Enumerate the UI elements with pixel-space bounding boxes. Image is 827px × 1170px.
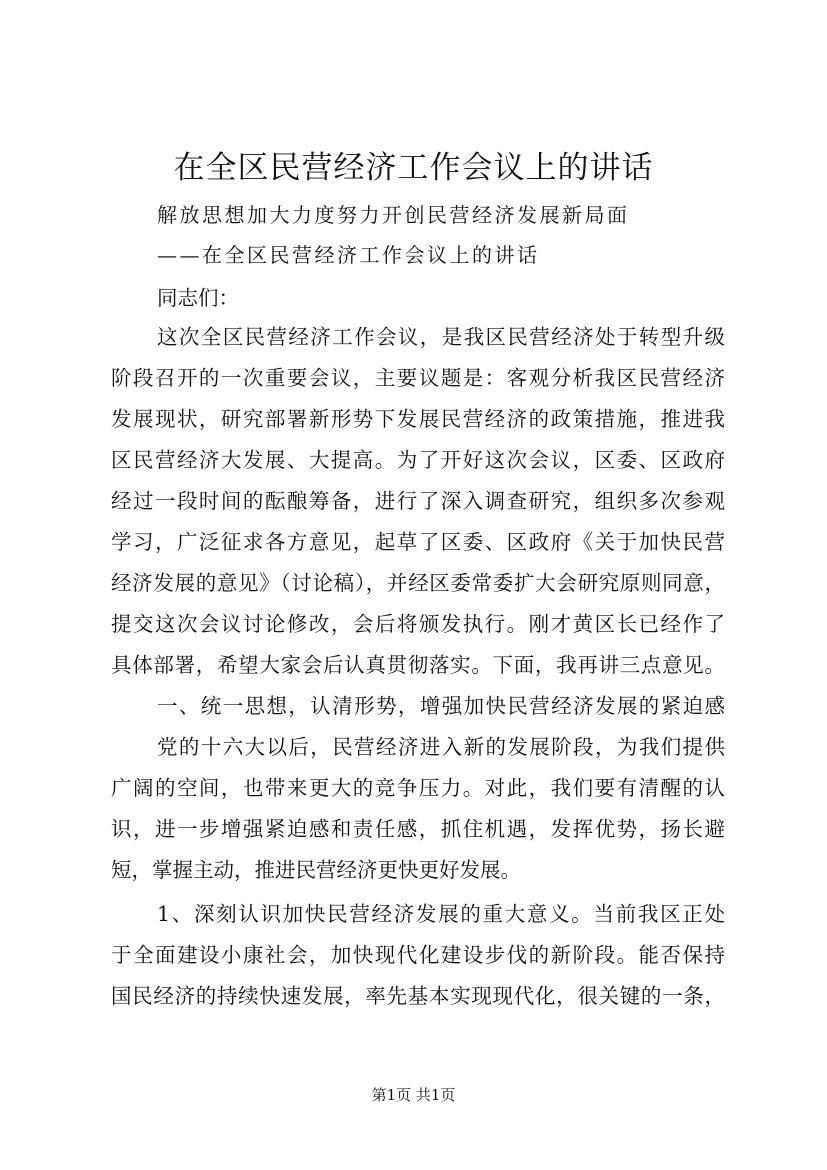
paragraph-line: 短，掌握主动，推进民营经济更快更好发展。 [111,858,521,882]
paragraph-line: 发展现状，研究部署新形势下发展民营经济的政策措施，推进我 [111,407,725,431]
paragraph-line: 识，进一步增强紧迫感和责任感，抓住机遇，发挥优势，扬长避 [111,817,725,841]
paragraph-line: 1、深刻认识加快民营经济发展的重大意义。当前我区正处 [157,902,725,926]
paragraph-line: 学习，广泛征求各方意见，起草了区委、区政府《关于加快民营 [111,530,725,554]
paragraph-line: 广阔的空间，也带来更大的竞争压力。对此，我们要有清醒的认 [111,776,725,800]
subtitle-secondary: ——在全区民营经济工作会议上的讲话 [157,243,540,267]
paragraph-line: 经济发展的意见》（讨论稿），并经区委常委扩大会研究原则同意， [111,571,725,595]
paragraph-line: 国民经济的持续快速发展，率先基本实现现代化，很关键的一条， [111,984,725,1008]
greeting: 同志们： [157,286,239,310]
page-number-footer: 第1页 共1页 [371,1086,456,1104]
paragraph-line: 具体部署，希望大家会后认真贯彻落实。下面，我再讲三点意见。 [111,653,725,677]
paragraph-line: 于全面建设小康社会，加快现代化建设步伐的新阶段。能否保持 [111,943,725,967]
paragraph-line: 这次全区民营经济工作会议，是我区民营经济处于转型升级 [157,325,725,349]
paragraph-line: 阶段召开的一次重要会议，主要议题是：客观分析我区民营经济 [111,366,725,390]
paragraph-line: 提交这次会议讨论修改，会后将颁发执行。刚才黄区长已经作了 [111,612,725,636]
section-heading: 一、统一思想，认清形势，增强加快民营经济发展的紧迫感 [157,694,725,718]
paragraph-line: 党的十六大以后，民营经济进入新的发展阶段，为我们提供 [157,735,725,759]
document-title: 在全区民营经济工作会议上的讲话 [173,150,654,186]
subtitle-main: 解放思想加大力度努力开创民营经济发展新局面 [157,203,630,227]
paragraph-line: 经过一段时间的酝酿筹备，进行了深入调查研究，组织多次参观 [111,489,725,513]
paragraph-line: 区民营经济大发展、大提高。为了开好这次会议，区委、区政府 [111,448,725,472]
